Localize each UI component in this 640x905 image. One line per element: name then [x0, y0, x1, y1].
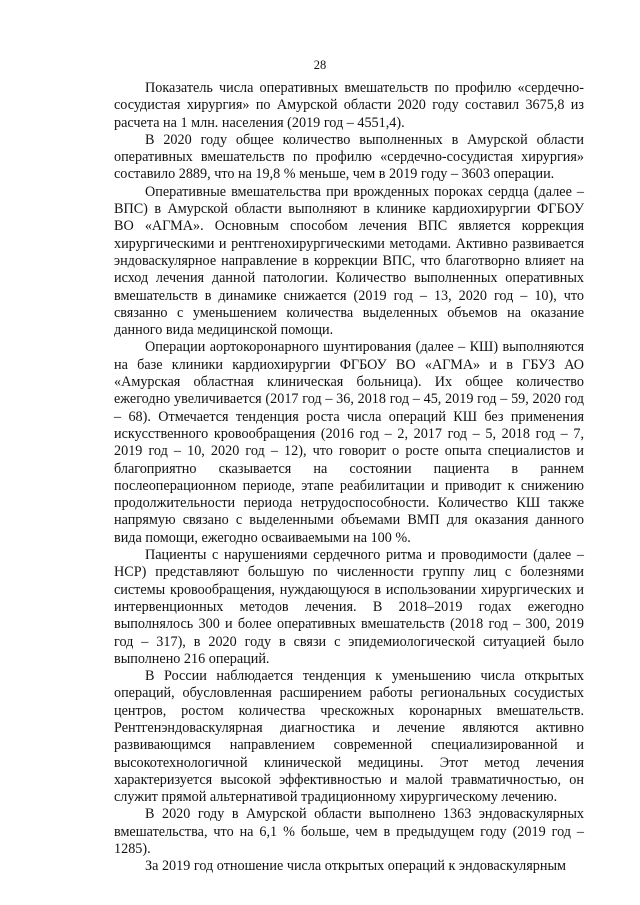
paragraph-congenital-defects: Оперативные вмешательства при врожденных пороках сердца (далее – ВПС) в Амурской области выполняют в клинике кардиохирургии ФГБОУ ВО «АГМА». Основным способом лечения ВПС является коррекция хирургическими и рентгенохирургическими методами. Активно развивается эндоваскулярное направление в коррекции ВПС, что благотворно влияет на исход лечения данной патологии. Количество выполненных оперативных вмешательств в динамике снижается (2019 год – 13, 2020 год – 10), что связанно с уменьшением количества выделенных объемов на оказание данного вида медицинской помощи.	[114, 183, 584, 339]
paragraph-surgery-rate: Показатель числа оперативных вмешательств по профилю «сердечно-сосудистая хирургия» по Амурской области 2020 году составил 3675,8 из расчета на 1 млн. населения (2019 год – 4551,4).	[114, 80, 584, 131]
paragraph-arrhythmia: Пациенты с нарушениями сердечного ритма и проводимости (далее – НСР) представляют большую по численности группу лиц с болезнями системы кровообращения, нуждающуюся в использовании хирургических и интервенционных методов лечения. В 2018–2019 годах ежегодно выполнялось 300 и более оперативных вмешательств (2018 год – 300, 2019 год – 317), в 2020 году в связи с эпидемиологической ситуацией было выполнено 216 операций.	[114, 547, 584, 667]
page-number: 28	[313, 58, 327, 72]
paragraph-total-operations: В 2020 году общее количество выполненных в Амурской области оперативных вмешательств по профилю «сердечно-сосудистая хирургия» составило 2889, что на 19,8 % меньше, чем в 2019 году – 3603 операции.	[114, 131, 584, 183]
paragraph-endovascular-trend: В России наблюдается тенденция к уменьшению числа открытых операций, обусловленная расширением работы региональных сосудистых центров, ростом количества чрескожных коронарных вмешательств. Рентгенэндоваскулярная диагностика и лечение являются активно развивающимся направлением современной специализированной и высокотехнологичной клинической медицины. Этот метод лечения характеризуется высокой эффективностью и малой травматичностью, он служит прямой альтернативой традиционному хирургическому лечению.	[114, 668, 584, 806]
paragraph-open-vs-endovascular: За 2019 год отношение числа открытых операций к эндоваскулярным	[145, 858, 566, 875]
paragraph-endovascular-count: В 2020 году в Амурской области выполнено 1363 эндоваскулярных вмешательства, что на 6,1 % больше, чем в предыдущем году (2019 год – 1285).	[114, 806, 584, 858]
document-body	[114, 80, 584, 876]
paragraph-bypass-surgery: Операции аортокоронарного шунтирования (далее – КШ) выполняются на базе клиники кардиохирургии ФГБОУ ВО «АГМА» и в ГБУЗ АО «Амурская областная клиническая больница). Их общее количество ежегодно увеличивается (2017 год – 36, 2018 год – 45, 2019 год – 59, 2020 год – 68). Отмечается тенденция роста числа операций КШ без применения искусственного кровообращения (2016 год – 2, 2017 год – 5, 2018 год – 7, 2019 год – 10, 2020 год – 12), что говорит о росте опыта специалистов и благоприятно сказывается на состоянии пациента в раннем послеоперационном периоде, этапе реабилитации и приводит к снижению продолжительности периода нетрудоспособности. Количество КШ также напрямую связано с выделенными объемами ВМП для оказания данного вида помощи, ежегодно осваиваемыми на 100 %.	[114, 339, 584, 546]
